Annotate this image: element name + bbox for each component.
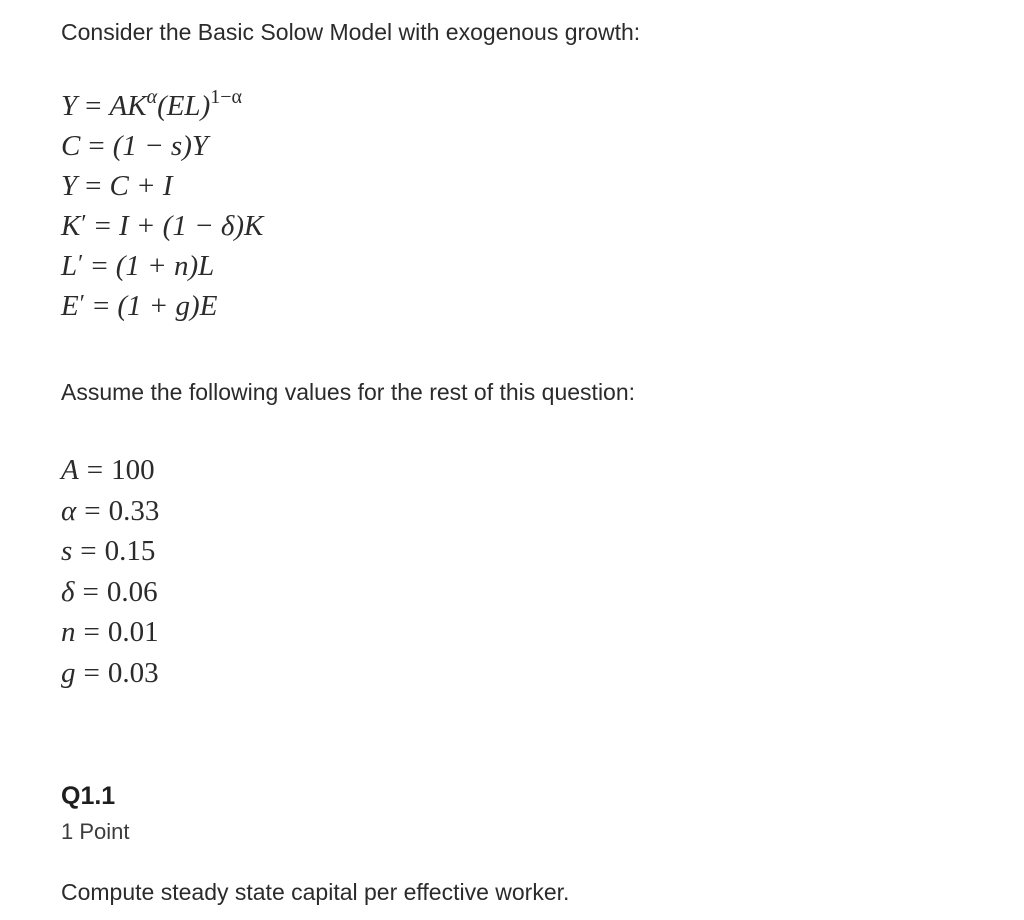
parameter-delta: δ = 0.06	[61, 575, 158, 608]
question-text: Compute steady state capital per effective worker.	[61, 879, 570, 905]
equation-capital: K′ = I + (1 − δ)K	[61, 210, 264, 242]
assume-text: Assume the following values for the rest of this question:	[61, 379, 636, 405]
equation-production: $Y = AK^\alpha(EL)^{1-\alpha}$	[61, 86, 242, 122]
intro-text: Consider the Basic Solow Model with exogenous growth:	[61, 19, 641, 45]
question-title: Q1.1	[61, 782, 116, 810]
parameter-alpha: α = 0.33	[61, 494, 160, 527]
model-equations	[61, 86, 263, 326]
parameter-n: n = 0.01	[61, 616, 159, 648]
equation-consumption: C = (1 − s)Y	[61, 130, 209, 162]
equation-identity: Y = C + I	[61, 170, 173, 202]
parameter-g: g = 0.03	[61, 656, 159, 689]
equation-labor: L′ = (1 + n)L	[61, 250, 215, 282]
equation-efficiency: E′ = (1 + g)E	[61, 290, 218, 322]
parameter-s: s = 0.15	[61, 535, 156, 567]
parameter-A: A = 100	[61, 454, 155, 486]
parameter-values	[61, 450, 159, 693]
question-points: 1 Point	[61, 819, 130, 844]
